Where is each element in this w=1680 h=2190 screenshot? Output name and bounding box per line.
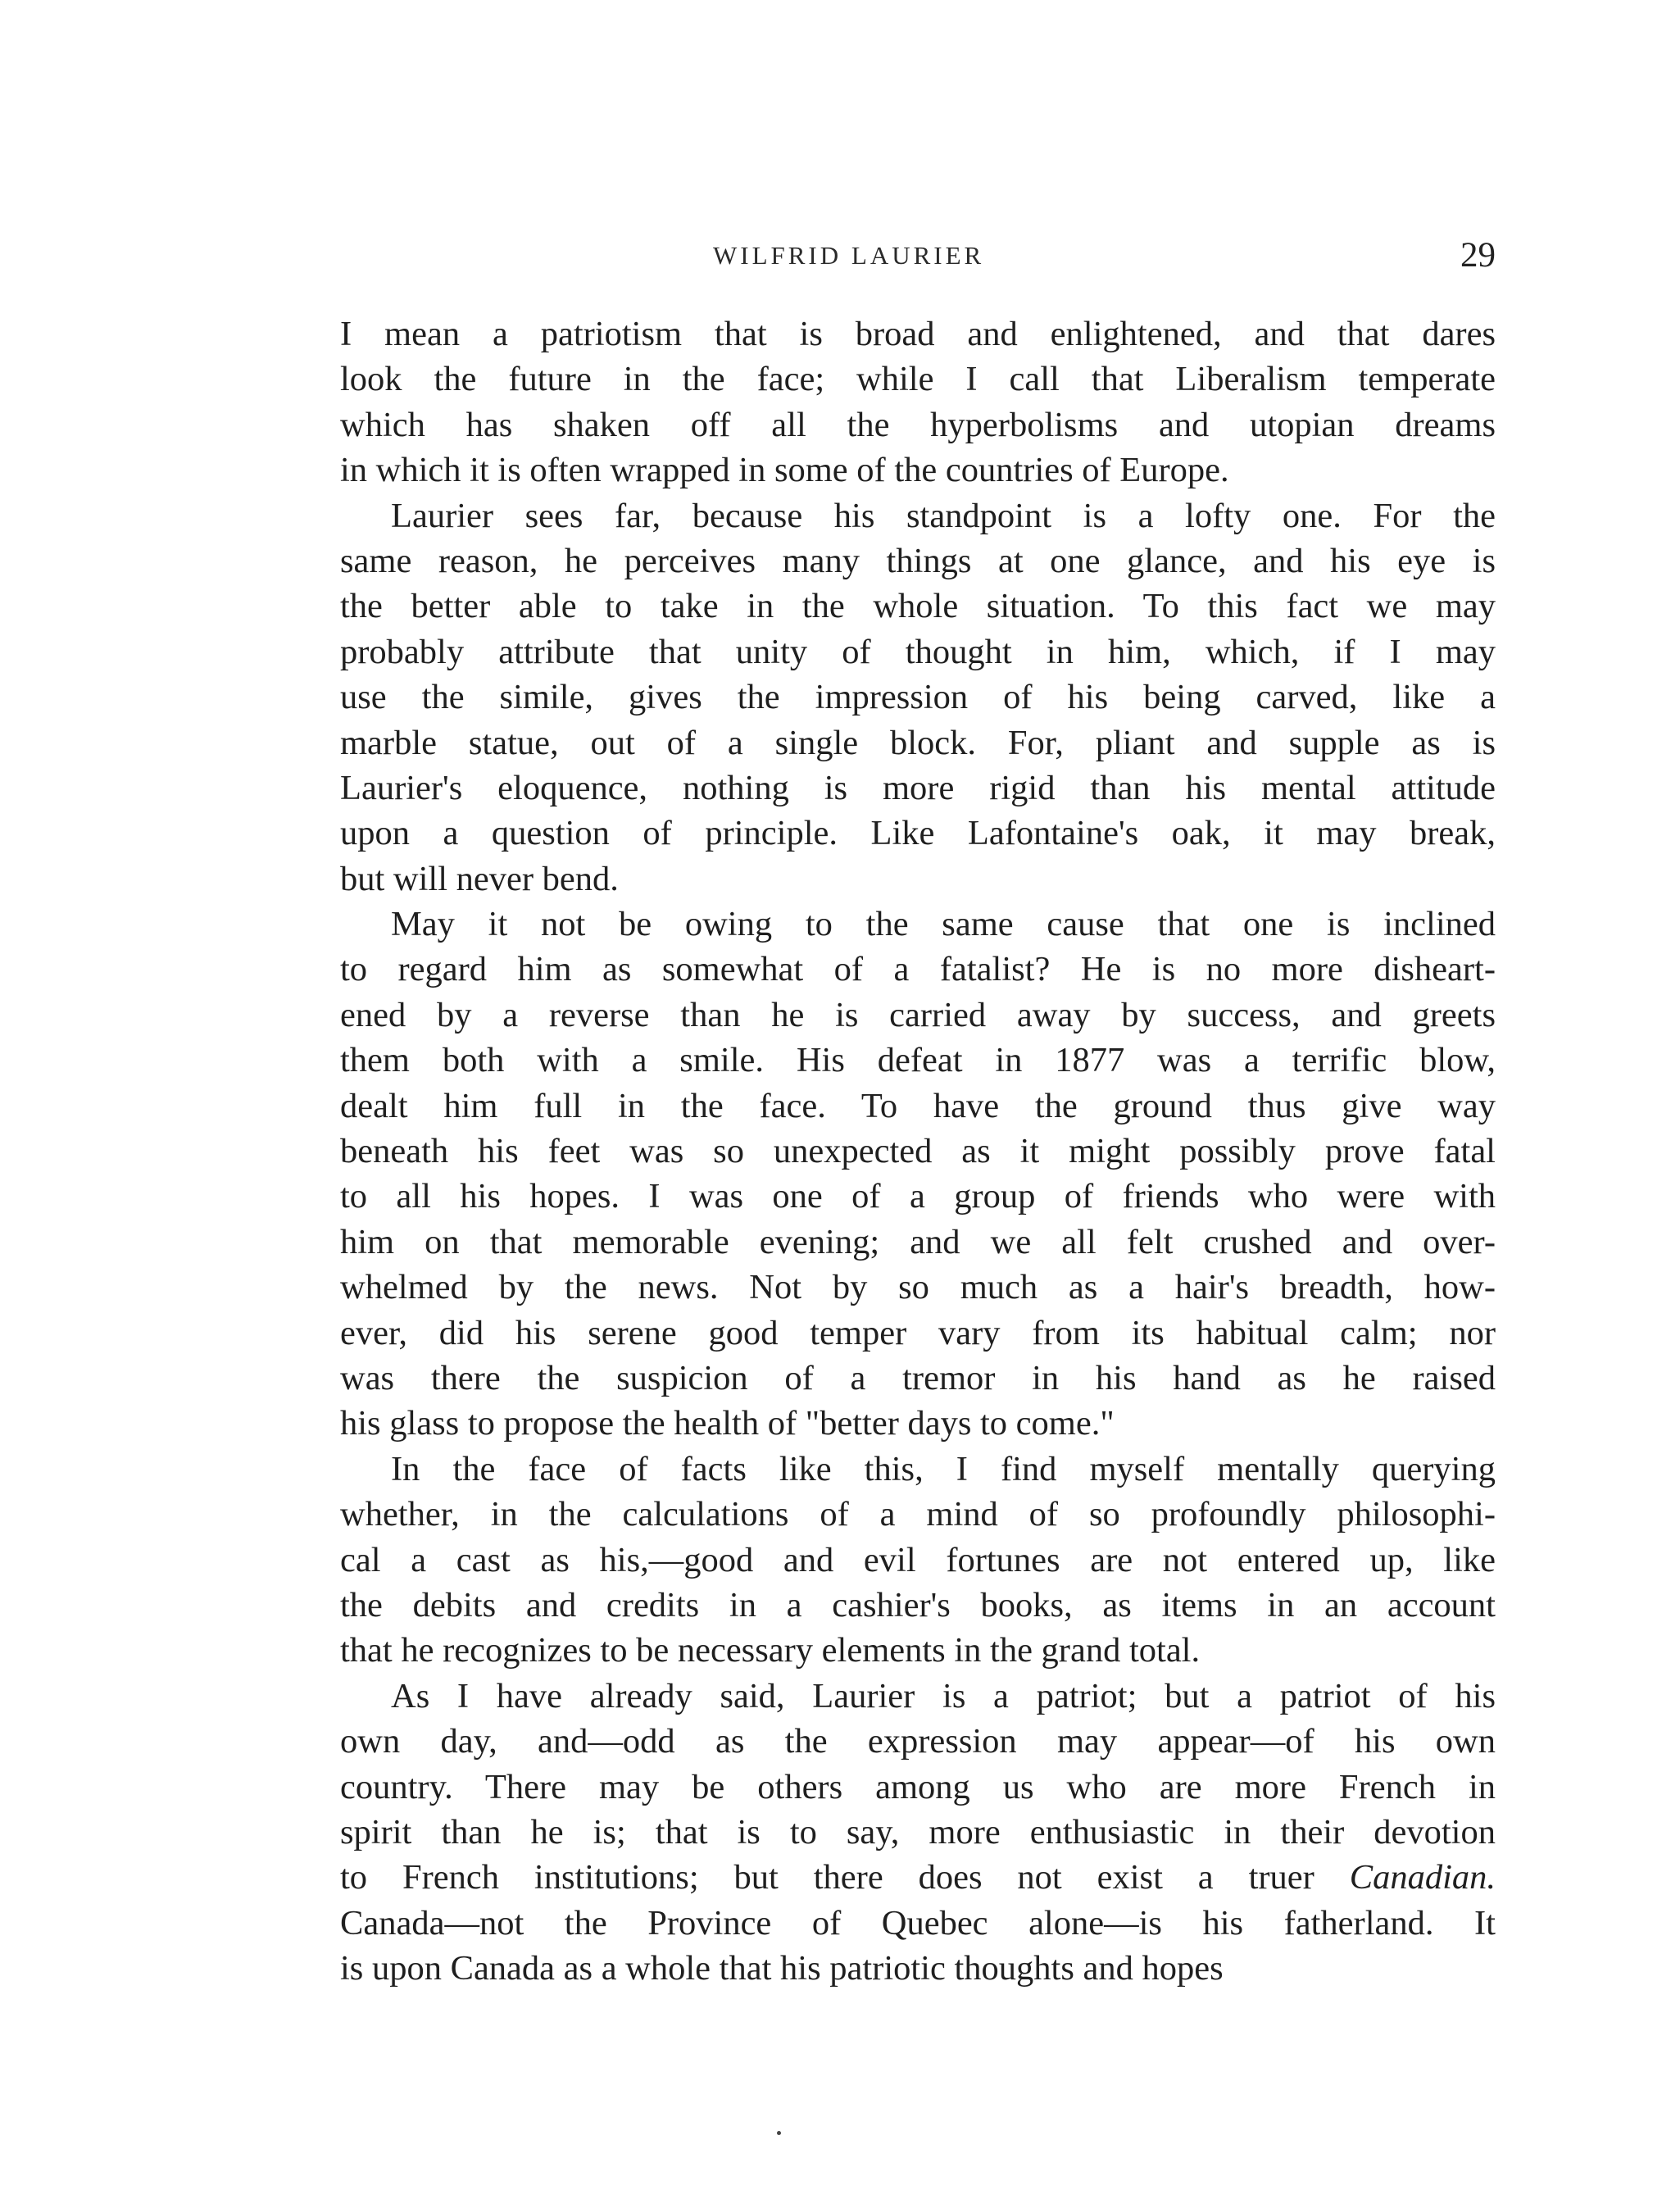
paragraph — [340, 311, 1496, 493]
text-line: ened by a reverse than he is carried away by success, and greets — [340, 995, 1496, 1034]
text-line: to regard him as somewhat of a fatalist? He is no more disheart- — [340, 950, 1496, 989]
page-speck — [777, 2131, 781, 2135]
running-head — [340, 236, 1496, 280]
text-line: As I have already said, Laurier is a patriot; but a patriot of his — [391, 1676, 1496, 1715]
text-line: use the simile, gives the impression of his being carved, like a — [340, 678, 1496, 717]
text-line: Laurier sees far, because his standpoint is a lofty one. For the — [391, 496, 1496, 535]
text-line: his glass to propose the health of "better days to come." — [340, 1404, 1115, 1443]
text-line: May it not be owing to the same cause that one is inclined — [391, 905, 1496, 944]
text-line: the better able to take in the whole situation. To this fact we may — [340, 587, 1496, 626]
paragraph — [340, 902, 1496, 1447]
text-line: Canada—not the Province of Quebec alone—is his fatherland. It — [340, 1903, 1496, 1942]
page-number: 29 — [1460, 236, 1496, 275]
body-text — [340, 311, 1496, 1991]
text-line: Laurier's eloquence, nothing is more rigid than his mental attitude — [340, 768, 1496, 807]
running-title: WILFRID LAURIER — [713, 241, 985, 270]
text-line: was there the suspicion of a tremor in his hand as he raised — [340, 1358, 1496, 1397]
text-line: to all his hopes. I was one of a group of friends who were with — [340, 1177, 1496, 1216]
text-line: In the face of facts like this, I find myself mentally querying — [391, 1449, 1496, 1488]
text-line: but will never bend. — [340, 859, 619, 898]
text-line: which has shaken off all the hyperbolisms and utopian dreams — [340, 405, 1496, 444]
text-line: own day, and—odd as the expression may appear—of his own — [340, 1722, 1496, 1761]
text-line: beneath his feet was so unexpected as it might possibly prove fatal — [340, 1132, 1496, 1171]
text-line: that he recognizes to be necessary elements in the grand total. — [340, 1631, 1201, 1670]
text-line: whether, in the calculations of a mind of so profoundly philosophi- — [340, 1495, 1496, 1534]
text-line: the debits and credits in a cashier's books, as items in an account — [340, 1585, 1496, 1624]
text-line: marble statue, out of a single block. For, pliant and supple as is — [340, 723, 1496, 762]
paragraph — [340, 1447, 1496, 1674]
text-line: him on that memorable evening; and we all felt crushed and over- — [340, 1222, 1496, 1261]
text-line: them both with a smile. His defeat in 1877 was a terrific blow, — [340, 1041, 1496, 1080]
text-line: upon a question of principle. Like Lafontaine's oak, it may break, — [340, 814, 1496, 853]
text-line: ever, did his serene good temper vary from its habitual calm; nor — [340, 1313, 1496, 1352]
paragraph — [340, 1674, 1496, 1992]
text-line: in which it is often wrapped in some of the countries of Europe. — [340, 451, 1229, 490]
text-line: to French institutions; but there does not exist a truer Canadian. — [340, 1858, 1496, 1897]
text-line: I mean a patriotism that is broad and enlightened, and that dares — [340, 315, 1496, 353]
text-line: cal a cast as his,—good and evil fortunes are not entered up, like — [340, 1540, 1496, 1579]
text-line: same reason, he perceives many things at one glance, and his eye is — [340, 541, 1496, 580]
text-line: look the future in the face; while I call that Liberalism temperate — [340, 360, 1496, 399]
text-line: country. There may be others among us who are more French in — [340, 1767, 1496, 1806]
paragraph — [340, 493, 1496, 902]
text-line: dealt him full in the face. To have the ground thus give way — [340, 1086, 1496, 1125]
text-line: whelmed by the news. Not by so much as a hair's breadth, how- — [340, 1268, 1496, 1307]
text-line: is upon Canada as a whole that his patriotic thoughts and hopes — [340, 1949, 1224, 1988]
text-line: probably attribute that unity of thought in him, which, if I may — [340, 632, 1496, 671]
text-line: spirit than he is; that is to say, more enthusiastic in their devotion — [340, 1812, 1496, 1852]
